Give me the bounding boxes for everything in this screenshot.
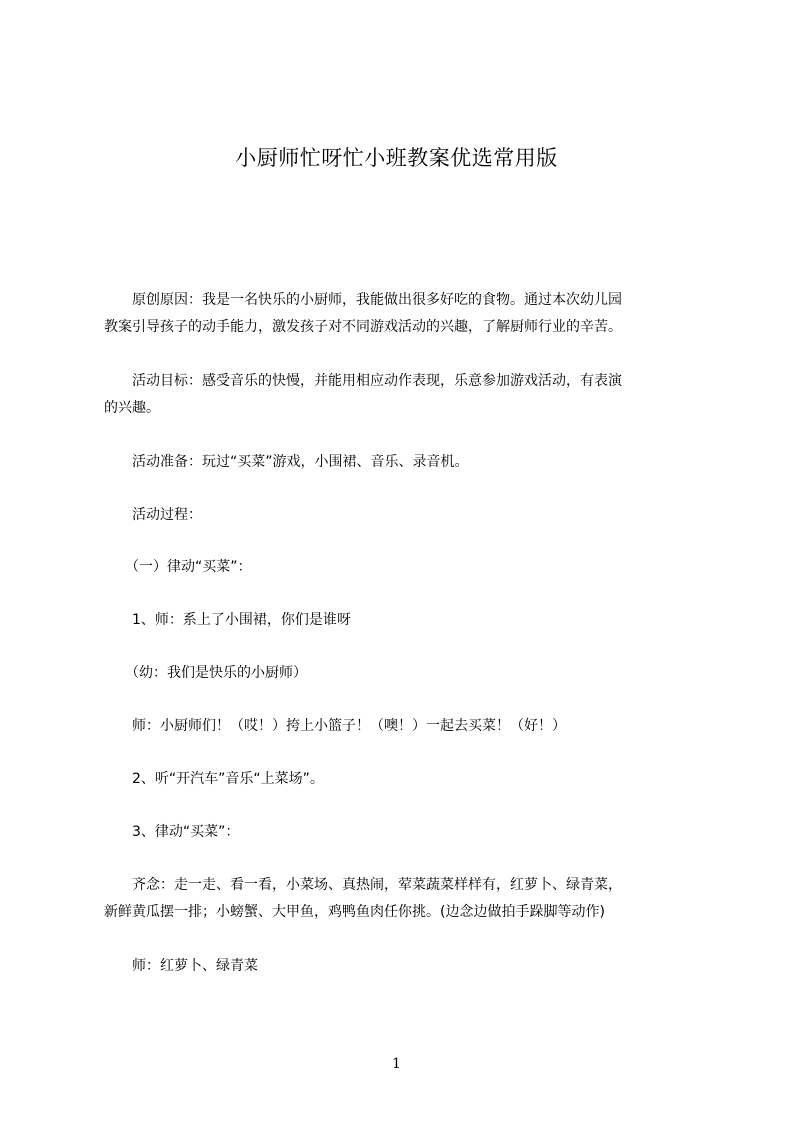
paragraph-origin: [104, 287, 704, 341]
page-number: 1: [392, 1056, 401, 1072]
paragraph-teacher-call: [104, 713, 704, 740]
paragraph-line: 2、听“开汽车”音乐“上菜场”。: [104, 771, 324, 787]
paragraph-line: 活动过程：: [104, 507, 202, 523]
paragraph-line: 齐念：走一走、看一看，小菜场、真热闹，荤菜蔬菜样样有，红萝卜、绿青菜，: [104, 877, 622, 893]
paragraph-line: 的兴趣。: [104, 400, 160, 416]
paragraph-line: 活动准备：玩过“买菜”游戏，小围裙、音乐、录音机。: [104, 454, 469, 470]
paragraph-goals: [104, 368, 704, 422]
paragraph-line: 活动目标：感受音乐的快慢，并能用相应动作表现，乐意参加游戏活动，有表演: [104, 373, 622, 389]
paragraph-line: （一）律动“买菜”：: [104, 559, 252, 575]
paragraph-line: 3、律动“买菜”：: [104, 824, 240, 840]
paragraph-section-one: [104, 554, 704, 581]
paragraph-step-3: [104, 819, 704, 846]
paragraph-process-heading: [104, 502, 704, 529]
document-title: 小厨师忙呀忙小班教案优选常用版: [235, 146, 558, 170]
paragraph-line: 师：小厨师们！（哎！）挎上小篮子！（噢！）一起去买菜！（好！）: [104, 718, 566, 734]
paragraph-line: （幼：我们是快乐的小厨师）: [104, 665, 307, 681]
paragraph-line: 原创原因：我是一名快乐的小厨师，我能做出很多好吃的食物。通过本次幼儿园: [104, 292, 622, 308]
paragraph-line: 师：红萝卜、绿青菜: [104, 958, 258, 974]
paragraph-line: 教案引导孩子的动手能力，激发孩子对不同游戏活动的兴趣，了解厨师行业的辛苦。: [104, 319, 622, 335]
paragraph-step-2: [104, 766, 704, 793]
paragraph-chant: [104, 872, 704, 926]
paragraph-teacher-veg: [104, 953, 704, 980]
paragraph-line: 1、师：系上了小围裙，你们是谁呀: [104, 612, 351, 628]
paragraph-step-1: [104, 607, 704, 634]
paragraph-preparation: [104, 449, 704, 476]
paragraph-line: 新鲜黄瓜摆一排；小螃蟹、大甲鱼，鸡鸭鱼肉任你挑。(边念边做拍手跺脚等动作): [104, 904, 605, 920]
paragraph-child-reply: [104, 660, 704, 687]
